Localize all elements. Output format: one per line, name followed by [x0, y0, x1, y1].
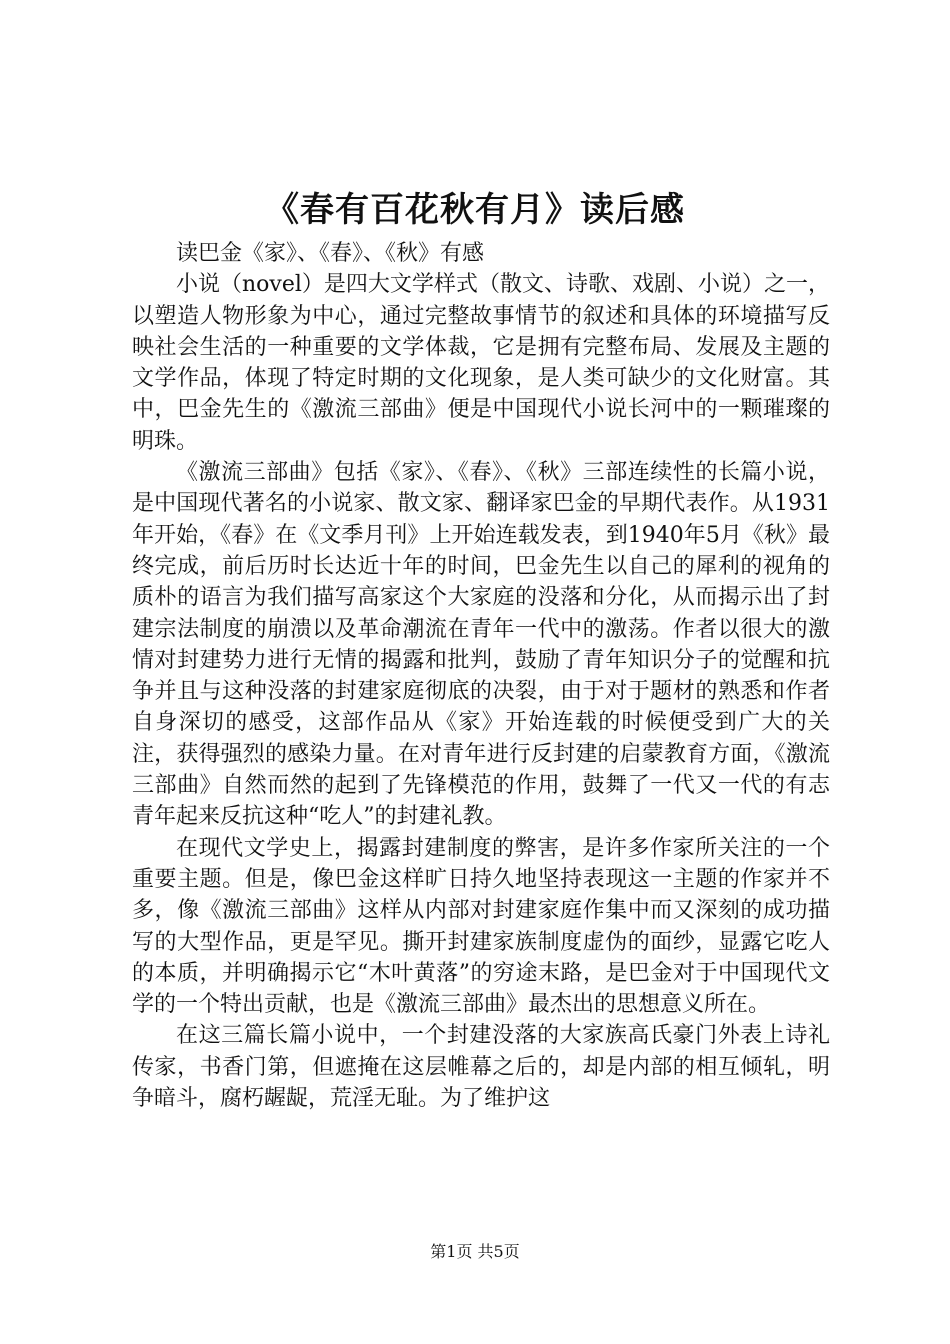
subtitle-paragraph: 读巴金《家》、《春》、《秋》有感 [176, 241, 485, 266]
body-paragraph-4: 在这三篇长篇小说中，一个封建没落的大家族高氏豪门外表上诗礼传家，书香门第，但遮掩在这层帷幕之后的，却是内部的相互倾轧，明争暗斗，腐朽龌龊，荒淫无耻。为了维护这 [132, 1023, 830, 1112]
document-body [132, 238, 830, 1114]
page-title: 《春有百花秋有月》读后感 [265, 190, 685, 230]
body-paragraph-2: 《激流三部曲》包括《家》、《春》、《秋》三部连续性的长篇小说，是中国现代著名的小说家、散文家、翻译家巴金的早期代表作。从1931年开始，《春》在《文季月刊》上开始连载发表，到1940年5月《秋》最终完成，前后历时长达近十年的时间，巴金先生以自己的犀利的视角的质朴的语言为我们描写高家这个大家庭的没落和分化，从而揭示出了封建宗法制度的崩溃以及革命潮流在青年一代中的激荡。作者以很大的激情对封建势力进行无情的揭露和批判，鼓励了青年知识分子的觉醒和抗争并且与这种没落的封建家庭彻底的决裂，由于对于题材的熟悉和作者自身深切的感受，这部作品从《家》开始连载的时候便受到广大的关注，获得强烈的感染力量。在对青年进行反封建的启蒙教育方面，《激流三部曲》自然而然的起到了先锋模范的作用，鼓舞了一代又一代的有志青年起来反抗这种“吃人”的封建礼教。 [132, 460, 830, 830]
body-paragraph-1: 小说（novel）是四大文学样式（散文、诗歌、戏剧、小说）之一，以塑造人物形象为中心，通过完整故事情节的叙述和具体的环境描写反映社会生活的一种重要的文学体裁，它是拥有完整布局、发展及主题的文学作品，体现了特定时期的文化现象，是人类可缺少的文化财富。其中，巴金先生的《激流三部曲》便是中国现代小说长河中的一颗璀璨的明珠。 [132, 272, 830, 454]
page-footer: 第1页 共5页 [430, 1242, 520, 1261]
body-paragraph-3: 在现代文学史上，揭露封建制度的弊害，是许多作家所关注的一个重要主题。但是，像巴金这样旷日持久地坚持表现这一主题的作家并不多，像《激流三部曲》这样从内部对封建家庭作集中而又深刻的成功描写的大型作品，更是罕见。撕开封建家族制度虚伪的面纱，显露它吃人的本质，并明确揭示它“木叶黄落”的穷途末路，是巴金对于中国现代文学的一个特出贡献，也是《激流三部曲》最杰出的思想意义所在。 [132, 835, 830, 1018]
